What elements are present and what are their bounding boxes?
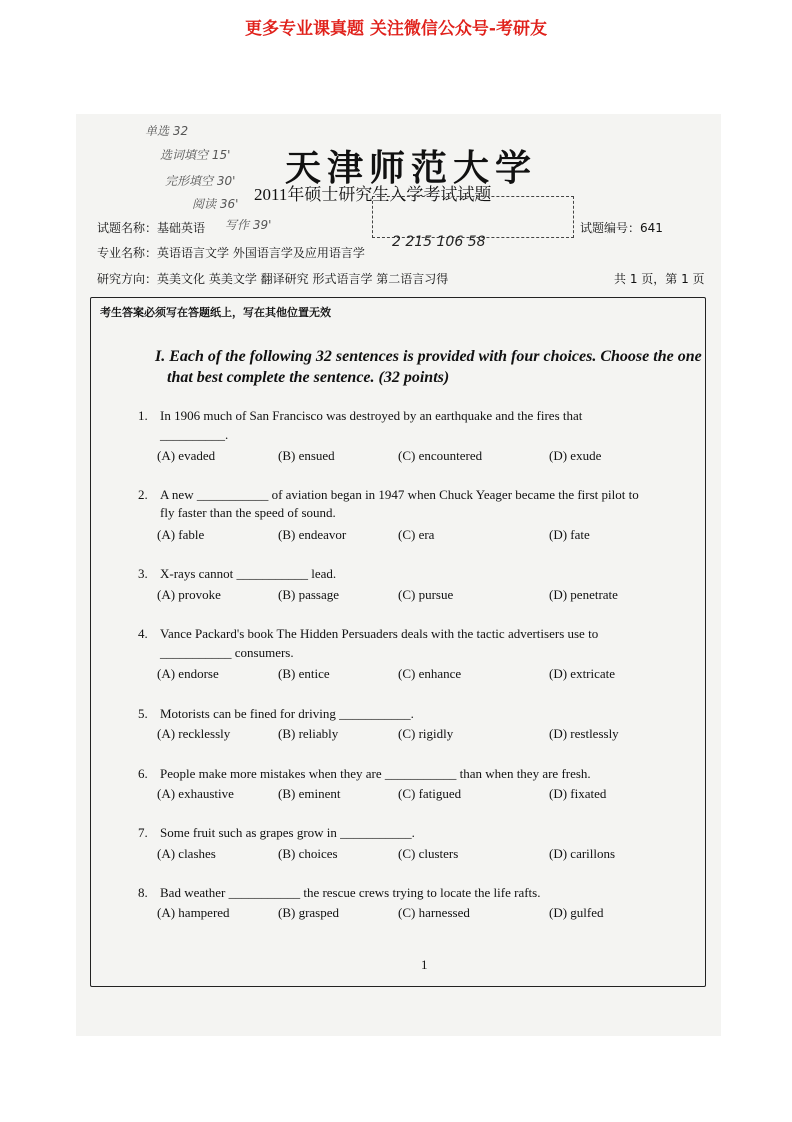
answer-option: (A) exhaustive: [157, 786, 234, 801]
university-name: 天津师范大学: [285, 147, 538, 189]
exam-code: 试题编号：641: [580, 221, 663, 235]
handwritten-note: 写作 39': [225, 218, 272, 232]
handwritten-note: 阅读 36': [192, 197, 239, 211]
question-number: 6.: [138, 766, 148, 781]
answer-option: (C) pursue: [398, 587, 454, 602]
answer-option: (D) exude: [549, 448, 602, 463]
answer-option: (A) endorse: [157, 666, 219, 681]
question-number: 8.: [138, 885, 148, 900]
answer-option: (D) gulfed: [549, 905, 604, 920]
answer-option: (B) grasped: [278, 905, 340, 920]
answer-notice: 考生答案必须写在答题纸上，写在其他位置无效: [100, 306, 331, 319]
question-text: ___________ consumers.: [160, 645, 294, 660]
answer-option: (B) endeavor: [278, 527, 347, 542]
answer-option: (C) era: [398, 527, 435, 542]
score-stamp: [372, 196, 574, 238]
answer-option: (A) clashes: [157, 846, 216, 861]
question-text: People make more mistakes when they are ___________ than when they are fresh.: [160, 766, 591, 781]
question-text: Bad weather ___________ the rescue crews trying to locate the life rafts.: [160, 885, 541, 900]
answer-option: (D) penetrate: [549, 587, 618, 602]
question-number: 7.: [138, 825, 148, 840]
question-text: Some fruit such as grapes grow in ___________.: [160, 825, 415, 840]
handwritten-scores: 2 215 106 58: [392, 234, 486, 250]
question-number: 3.: [138, 566, 148, 581]
answer-option: (B) choices: [278, 846, 338, 861]
answer-option: (A) recklessly: [157, 726, 231, 741]
answer-option: (D) fate: [549, 527, 590, 542]
answer-option: (B) eminent: [278, 786, 341, 801]
question-text: fly faster than the speed of sound.: [160, 505, 336, 520]
answer-option: (C) rigidly: [398, 726, 454, 741]
answer-option: (A) fable: [157, 527, 205, 542]
question-text: In 1906 much of San Francisco was destroyed by an earthquake and the fires that: [160, 408, 583, 423]
answer-option: (A) hampered: [157, 905, 230, 920]
subject-label: 试题名称：基础英语: [97, 221, 206, 235]
direction-label: 研究方向：英美文化 英美文学 翻译研究 形式语言学 第二语言习得: [97, 272, 449, 286]
answer-option: (D) restlessly: [549, 726, 619, 741]
answer-option: (D) fixated: [549, 786, 607, 801]
question-text: Motorists can be fined for driving ___________.: [160, 706, 414, 721]
question-number: 2.: [138, 487, 148, 502]
answer-option: (C) clusters: [398, 846, 459, 861]
answer-option: (A) evaded: [157, 448, 216, 463]
page-count: 共 1 页，第 1 页: [614, 272, 705, 286]
major-label: 专业名称：英语语言文学 外国语言学及应用语言学: [97, 246, 365, 260]
answer-option: (C) harnessed: [398, 905, 470, 920]
question-number: 1.: [138, 408, 148, 423]
answer-option: (B) reliably: [278, 726, 339, 741]
question-text: A new ___________ of aviation began in 1947 when Chuck Yeager became the first pilot to: [160, 487, 639, 502]
exam-title: 2011年硕士研究生入学考试试题: [254, 185, 492, 204]
answer-option: (D) carillons: [549, 846, 616, 861]
question-text: X-rays cannot ___________ lead.: [160, 566, 337, 581]
answer-box: [90, 297, 706, 987]
promo-banner: 更多专业课真题 关注微信公众号-考研友: [245, 19, 547, 39]
answer-option: (A) provoke: [157, 587, 221, 602]
question-text: __________.: [160, 427, 229, 442]
section-instruction: I. Each of the following 32 sentences is provided with four choices. Choose the one: [155, 348, 702, 365]
handwritten-note: 完形填空 30': [165, 174, 236, 188]
question-number: 4.: [138, 626, 148, 641]
answer-option: (B) passage: [278, 587, 340, 602]
answer-option: (B) entice: [278, 666, 330, 681]
handwritten-note: 选词填空 15': [160, 148, 231, 162]
answer-option: (D) extricate: [549, 666, 616, 681]
answer-option: (C) encountered: [398, 448, 483, 463]
question-number: 5.: [138, 706, 148, 721]
answer-option: (C) enhance: [398, 666, 462, 681]
answer-option: (C) fatigued: [398, 786, 462, 801]
question-text: Vance Packard's book The Hidden Persuaders deals with the tactic advertisers use to: [160, 626, 599, 641]
answer-option: (B) ensued: [278, 448, 335, 463]
page-number: 1: [421, 957, 428, 972]
section-instruction: that best complete the sentence. (32 points): [167, 369, 450, 386]
handwritten-note: 单选 32: [145, 124, 189, 138]
